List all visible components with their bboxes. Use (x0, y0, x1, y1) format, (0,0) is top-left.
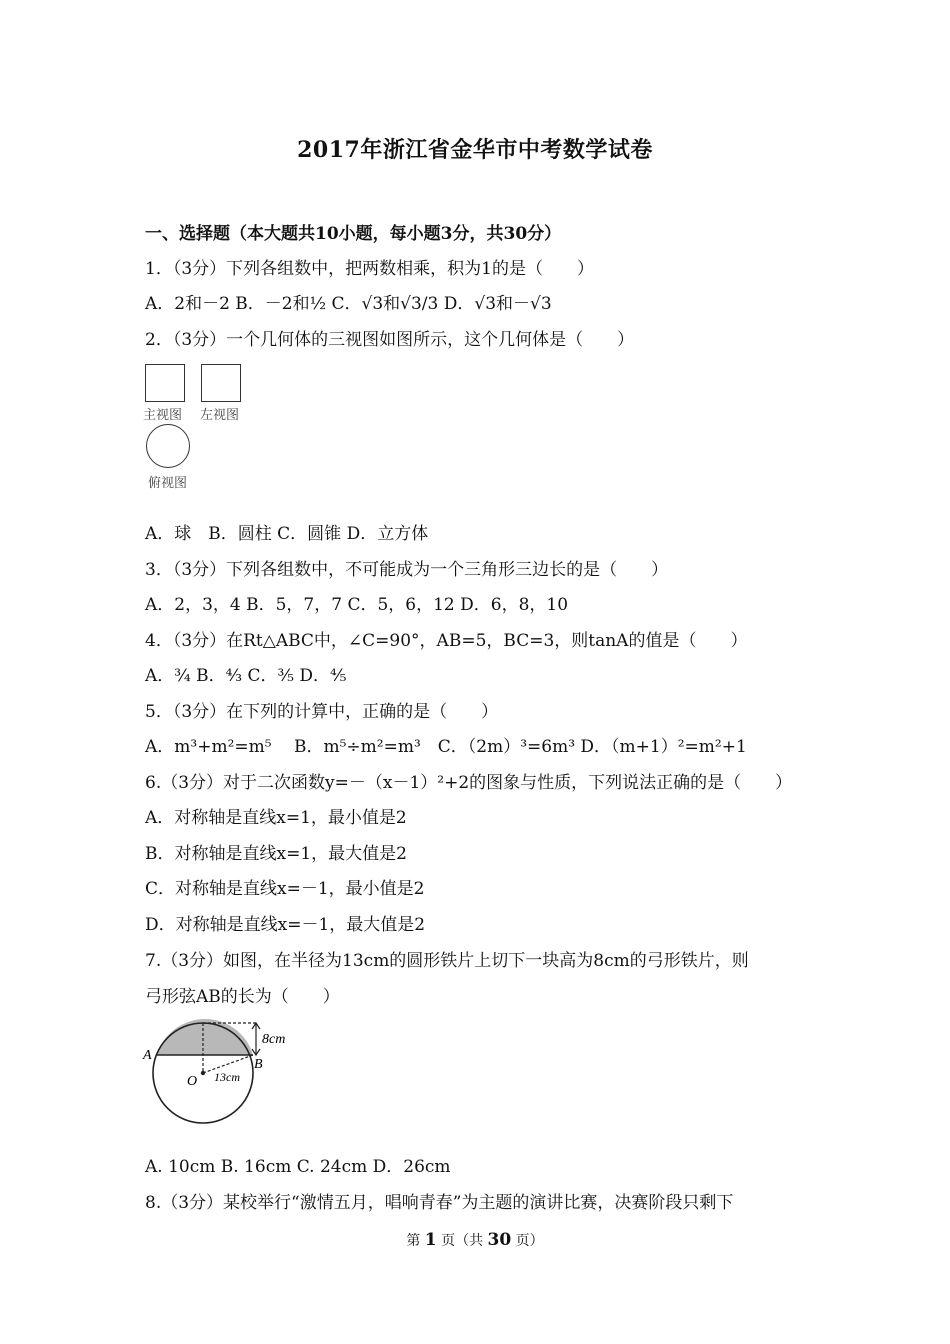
top-view-label: 俯视图 (148, 476, 188, 491)
q2-options: A．球 B．圆柱 C．圆锥 D．立方体 (145, 524, 429, 544)
point-a-label: A (143, 1048, 152, 1063)
side-view-square (201, 364, 241, 402)
page-title: 2017年浙江省金华市中考数学试卷 (297, 137, 653, 163)
front-view-square (145, 364, 185, 402)
q7-stem-line2: 弓形弦AB的长为（ ） (145, 987, 340, 1007)
point-b-label: B (254, 1057, 263, 1072)
q6-option-c: C．对称轴是直线x=－1，最小值是2 (145, 879, 425, 899)
q5-options: A．m³+m²=m⁵ B．m⁵÷m²=m³ C．（2m）³=6m³ D．（m+1）²=m²+1 (145, 737, 747, 757)
side-view-label: 左视图 (200, 408, 240, 423)
q4-stem: 4．（3分）在Rt△ABC中，∠C=90°，AB=5，BC=3，则tanA的值是（ ） (145, 631, 748, 651)
page-footer (0, 1230, 950, 1250)
footer-middle: 页（共 (441, 1233, 484, 1249)
footer-total-pages: 30 (487, 1230, 512, 1250)
q6-option-b: B．对称轴是直线x=1，最大值是2 (145, 844, 407, 864)
height-label: 8cm (262, 1032, 286, 1047)
q1-stem: 1．（3分）下列各组数中，把两数相乘，积为1的是（ ） (145, 259, 594, 279)
center-o-label: O (187, 1074, 198, 1089)
center-point (201, 1071, 205, 1075)
q8-stem: 8.（3分）某校举行“激情五月，唱响青春”为主题的演讲比赛，决赛阶段只剩下 (145, 1193, 734, 1213)
q7-stem-line1: 7.（3分）如图，在半径为13cm的圆形铁片上切下一块高为8cm的弓形铁片，则 (145, 951, 749, 971)
q3-options: A．2，3，4 B．5，7，7 C．5，6，12 D．6，8，10 (145, 595, 569, 615)
segment-figure (140, 1015, 300, 1130)
q3-stem: 3．（3分）下列各组数中，不可能成为一个三角形三边长的是（ ） (145, 560, 669, 580)
top-view-circle (146, 424, 190, 468)
footer-page-number: 1 (424, 1230, 437, 1250)
footer-prefix: 第 (406, 1233, 421, 1249)
q4-options: A．¾ B．⁴⁄₃ C．⅗ D．⅘ (145, 666, 347, 686)
q7-options: A. 10cm B. 16cm C. 24cm D．26cm (145, 1157, 451, 1177)
q1-options: A．2和－2 B．－2和½ C．√3和√3/3 D．√3和－√3 (145, 294, 552, 314)
q6-stem: 6.（3分）对于二次函数y=－（x－1）²+2的图象与性质，下列说法正确的是（ ） (145, 773, 793, 793)
footer-suffix: 页） (515, 1233, 544, 1249)
q5-stem: 5．（3分）在下列的计算中，正确的是（ ） (145, 702, 499, 722)
q2-stem: 2．（3分）一个几何体的三视图如图所示，这个几何体是（ ） (145, 330, 635, 350)
section-heading: 一、选择题（本大题共10小题，每小题3分，共30分） (145, 224, 562, 244)
front-view-label: 主视图 (143, 408, 183, 423)
radius-label: 13cm (214, 1070, 240, 1084)
q6-option-a: A．对称轴是直线x=1，最小值是2 (145, 808, 407, 828)
q6-option-d: D．对称轴是直线x=－1，最大值是2 (145, 915, 426, 935)
